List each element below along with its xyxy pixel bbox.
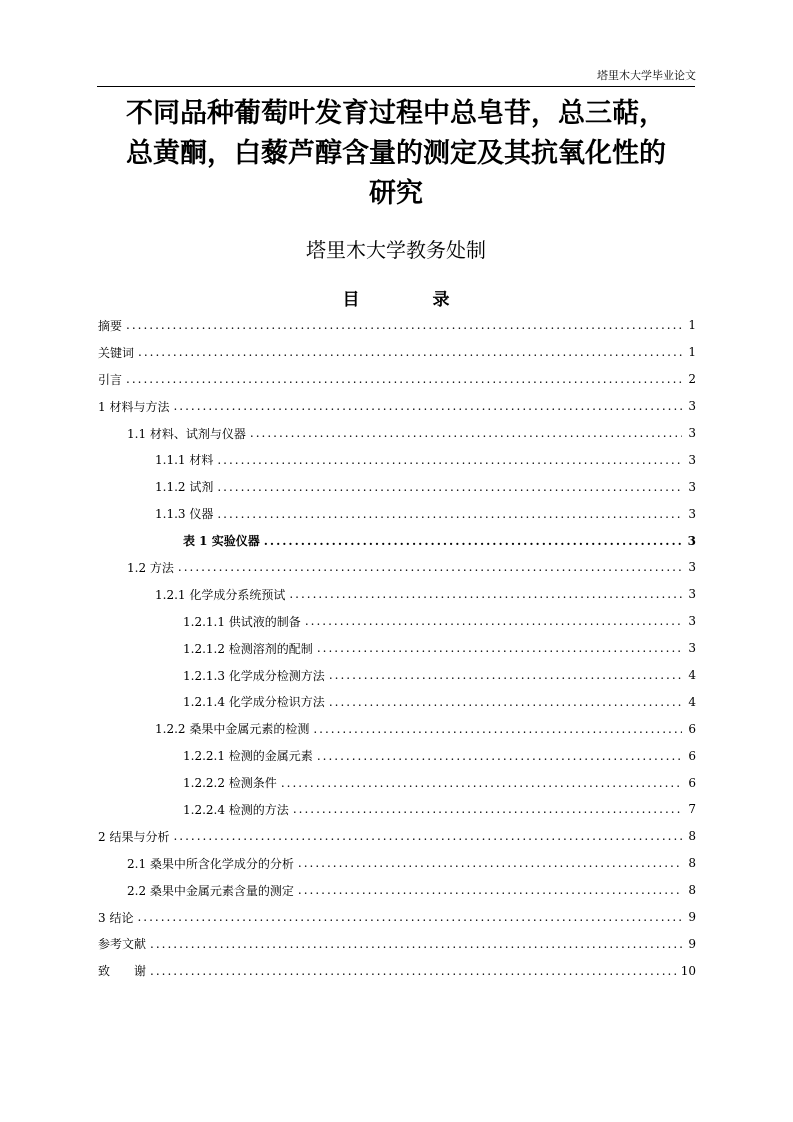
toc-entry-label: 参考文献 — [98, 937, 147, 952]
toc-entry-label: 1.2 方法 — [127, 560, 174, 575]
toc-entry-page: 3 — [688, 506, 696, 521]
toc-dot-leader — [305, 614, 682, 628]
header-rule — [97, 86, 695, 87]
toc-entry-label: 1.1.2 试剂 — [155, 480, 214, 495]
toc-entry-label: 1.2.2.1 检测的金属元素 — [183, 749, 313, 764]
toc-entry[interactable] — [98, 500, 696, 527]
toc-entry-label: 关键词 — [98, 345, 135, 360]
toc-dot-leader — [264, 534, 682, 548]
toc-dot-leader — [281, 776, 682, 790]
toc-heading: 目 录 — [342, 290, 478, 310]
toc-entry-page: 8 — [688, 829, 696, 844]
toc-entry[interactable] — [98, 904, 696, 931]
toc-entry-label: 2 结果与分析 — [98, 829, 170, 844]
toc-entry-label: 1.1.3 仪器 — [155, 507, 214, 522]
toc-entry[interactable] — [98, 366, 696, 393]
toc-entry[interactable] — [98, 769, 696, 796]
toc-entry-page: 3 — [688, 614, 696, 629]
toc-dot-leader — [126, 318, 682, 332]
running-header: 塔里木大学毕业论文 — [597, 69, 696, 82]
toc-dot-leader — [298, 856, 682, 870]
toc-entry-page: 6 — [688, 721, 696, 736]
toc-entry[interactable] — [98, 339, 696, 366]
toc-dot-leader — [173, 399, 682, 413]
toc-dot-leader — [173, 829, 682, 843]
toc-entry-page: 2 — [688, 372, 696, 387]
toc-entry-label: 致 谢 — [98, 964, 147, 979]
title-line-1: 不同品种葡萄叶发育过程中总皂苷，总三萜， — [126, 98, 666, 129]
toc-entry[interactable] — [98, 554, 696, 581]
toc-entry[interactable] — [98, 420, 696, 447]
toc-entry-page: 3 — [687, 533, 696, 548]
toc-dot-leader — [329, 695, 682, 709]
toc-entry-page: 1 — [688, 345, 696, 360]
toc-entry[interactable] — [98, 957, 696, 984]
toc-entry-page: 9 — [688, 910, 696, 925]
toc-dot-leader — [217, 507, 682, 521]
toc-entry-label: 1.2.2 桑果中金属元素的检测 — [155, 722, 310, 737]
toc-entry-label: 1.2.1.3 化学成分检测方法 — [183, 668, 325, 683]
toc-dot-leader — [126, 372, 682, 386]
toc-entry-label: 表 1 实验仪器 — [183, 534, 260, 549]
toc-entry[interactable] — [98, 688, 696, 715]
toc-entry-page: 3 — [688, 587, 696, 602]
toc-entry[interactable] — [98, 635, 696, 662]
toc-entry[interactable] — [98, 608, 696, 635]
toc-entry-label: 1.2.1.4 化学成分检识方法 — [183, 695, 325, 710]
toc-dot-leader — [313, 722, 682, 736]
table-of-contents — [98, 312, 696, 984]
toc-entry-label: 1.2.1.2 检测溶剂的配制 — [183, 641, 313, 656]
toc-entry[interactable] — [98, 742, 696, 769]
toc-entry-label: 2.2 桑果中金属元素含量的测定 — [127, 883, 294, 898]
toc-entry-page: 3 — [688, 641, 696, 656]
toc-entry-label: 1.2.1 化学成分系统预试 — [155, 587, 286, 602]
toc-entry-page: 10 — [680, 963, 696, 978]
toc-entry-page: 7 — [688, 802, 696, 817]
toc-entry[interactable] — [98, 473, 696, 500]
toc-entry-page: 6 — [688, 775, 696, 790]
toc-entry-label: 1.1.1 材料 — [155, 453, 214, 468]
toc-entry-page: 3 — [688, 479, 696, 494]
toc-entry[interactable] — [98, 662, 696, 689]
toc-entry-page: 8 — [688, 883, 696, 898]
toc-entry[interactable] — [98, 850, 696, 877]
toc-dot-leader — [217, 453, 682, 467]
toc-entry-page: 8 — [688, 856, 696, 871]
toc-entry[interactable] — [98, 581, 696, 608]
toc-dot-leader — [138, 345, 682, 359]
toc-entry-label: 1.2.2.4 检测的方法 — [183, 802, 289, 817]
title-line-3: 研究 — [369, 178, 423, 209]
toc-entry-page: 3 — [688, 426, 696, 440]
toc-dot-leader — [178, 560, 682, 574]
toc-entry-label: 1.1 材料、试剂与仪器 — [127, 426, 246, 441]
toc-dot-leader — [293, 802, 682, 816]
toc-entry-page: 9 — [688, 936, 696, 951]
toc-entry[interactable] — [98, 930, 696, 957]
toc-entry[interactable] — [98, 823, 696, 850]
toc-dot-leader — [298, 883, 682, 897]
toc-entry-page: 4 — [688, 694, 696, 709]
toc-dot-leader — [289, 587, 682, 601]
toc-entry-label: 1 材料与方法 — [98, 399, 170, 414]
toc-entry[interactable] — [98, 715, 696, 742]
toc-entry-page: 3 — [688, 452, 696, 467]
toc-dot-leader — [250, 426, 682, 440]
toc-dot-leader — [329, 668, 682, 682]
toc-dot-leader — [317, 641, 682, 655]
toc-entry[interactable] — [98, 527, 696, 554]
toc-entry-page: 6 — [688, 748, 696, 763]
toc-dot-leader — [150, 937, 682, 951]
toc-entry-page: 3 — [688, 399, 696, 414]
toc-entry-label: 1.2.1.1 供试液的制备 — [183, 614, 301, 629]
toc-entry[interactable] — [98, 446, 696, 473]
toc-entry[interactable] — [98, 312, 696, 339]
toc-entry-page: 3 — [688, 560, 696, 575]
toc-entry[interactable] — [98, 877, 696, 904]
thesis-title — [90, 94, 702, 214]
toc-entry-label: 引言 — [98, 372, 123, 387]
toc-entry[interactable] — [98, 393, 696, 420]
toc-entry-page: 1 — [688, 318, 696, 333]
title-line-2: 总黄酮，白藜芦醇含量的测定及其抗氧化性的 — [126, 138, 666, 169]
toc-entry-label: 1.2.2.2 检测条件 — [183, 776, 277, 791]
toc-dot-leader — [317, 749, 682, 763]
toc-entry[interactable] — [98, 796, 696, 823]
toc-dot-leader — [137, 910, 682, 924]
toc-entry-label: 3 结论 — [98, 910, 134, 925]
toc-entry-label: 摘要 — [98, 318, 123, 333]
toc-entry-label: 2.1 桑果中所含化学成分的分析 — [127, 856, 294, 871]
issuer-subtitle: 塔里木大学教务处制 — [306, 238, 486, 262]
toc-dot-leader — [150, 964, 677, 978]
toc-entry-page: 4 — [688, 668, 696, 683]
toc-dot-leader — [217, 480, 682, 494]
